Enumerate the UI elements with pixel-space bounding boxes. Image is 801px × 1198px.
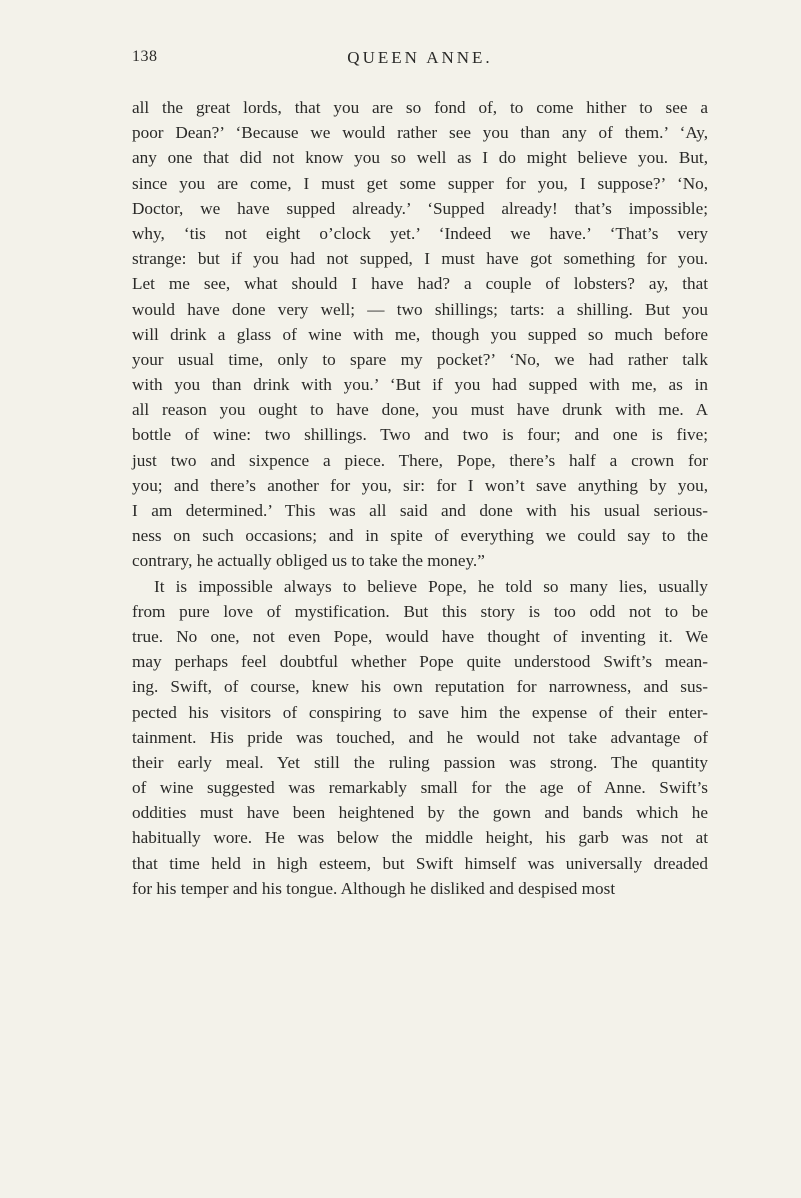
text-line: Let me see, what should I have had? a couple of lobsters? ay, that xyxy=(132,274,708,294)
paragraph xyxy=(132,95,708,574)
text-line: of wine suggested was remarkably small for the age of Anne. Swift’s xyxy=(132,778,708,798)
text-line: since you are come, I must get some supper for you, I suppose?’ ‘No, xyxy=(132,173,708,193)
text-line: habitually wore. He was below the middle height, his garb was not at xyxy=(132,828,708,848)
body-text xyxy=(132,95,708,901)
text-line: would have done very well; — two shillings; tarts: a shilling. But you xyxy=(132,299,708,319)
text-line: contrary, he actually obliged us to take the money.” xyxy=(132,551,485,571)
text-line: may perhaps feel doubtful whether Pope quite understood Swift’s mean- xyxy=(132,652,708,672)
text-line: for his temper and his tongue. Although he disliked and despised most xyxy=(132,878,616,898)
text-line: ness on such occasions; and in spite of everything we could say to the xyxy=(132,526,708,546)
text-line: I am determined.’ This was all said and done with his usual serious- xyxy=(132,501,708,520)
text-line: oddities must have been heightened by the gown and bands which he xyxy=(132,803,708,823)
text-line: why, ‘tis not eight o’clock yet.’ ‘Indeed we have.’ ‘That’s very xyxy=(132,223,708,243)
text-line: any one that did not know you so well as I do might believe you. But, xyxy=(132,148,708,168)
text-line: pected his visitors of conspiring to save him the expense of their enter- xyxy=(132,702,708,722)
text-line: Doctor, we have supped already.’ ‘Supped already! that’s impossible; xyxy=(132,198,708,218)
text-line: ing. Swift, of course, knew his own reputation for narrowness, and sus- xyxy=(132,677,708,697)
text-line: your usual time, only to spare my pocket?’ ‘No, we had rather talk xyxy=(132,349,708,369)
text-line: their early meal. Yet still the ruling passion was strong. The quantity xyxy=(132,752,708,772)
text-line: from pure love of mystification. But this story is too odd not to be xyxy=(132,601,708,621)
text-line: with you than drink with you.’ ‘But if you had supped with me, as in xyxy=(132,375,708,395)
paragraph xyxy=(132,574,708,901)
text-line: you; and there’s another for you, sir: for I won’t save anything by you, xyxy=(132,475,708,495)
text-line: strange: but if you had not supped, I must have got something for you. xyxy=(132,249,708,269)
text-line: all the great lords, that you are so fond of, to come hither to see a xyxy=(132,98,708,117)
text-line: just two and sixpence a piece. There, Pope, there’s half a crown for xyxy=(132,450,708,470)
text-line: will drink a glass of wine with me, though you supped so much before xyxy=(132,324,708,344)
text-line: true. No one, not even Pope, would have thought of inventing it. We xyxy=(132,626,708,646)
text-line: It is impossible always to believe Pope, he told so many lies, usually xyxy=(154,576,708,596)
text-line: tainment. His pride was touched, and he would not take advantage of xyxy=(132,727,708,747)
text-line: all reason you ought to have done, you must have drunk with me. A xyxy=(132,400,708,420)
page-number: 138 xyxy=(132,48,158,65)
text-line: bottle of wine: two shillings. Two and two is four; and one is five; xyxy=(132,425,708,445)
text-line: that time held in high esteem, but Swift himself was universally dreaded xyxy=(132,853,708,873)
text-line: poor Dean?’ ‘Because we would rather see you than any of them.’ ‘Ay, xyxy=(132,123,708,143)
running-title: QUEEN ANNE. xyxy=(347,48,493,67)
running-head xyxy=(132,48,708,72)
